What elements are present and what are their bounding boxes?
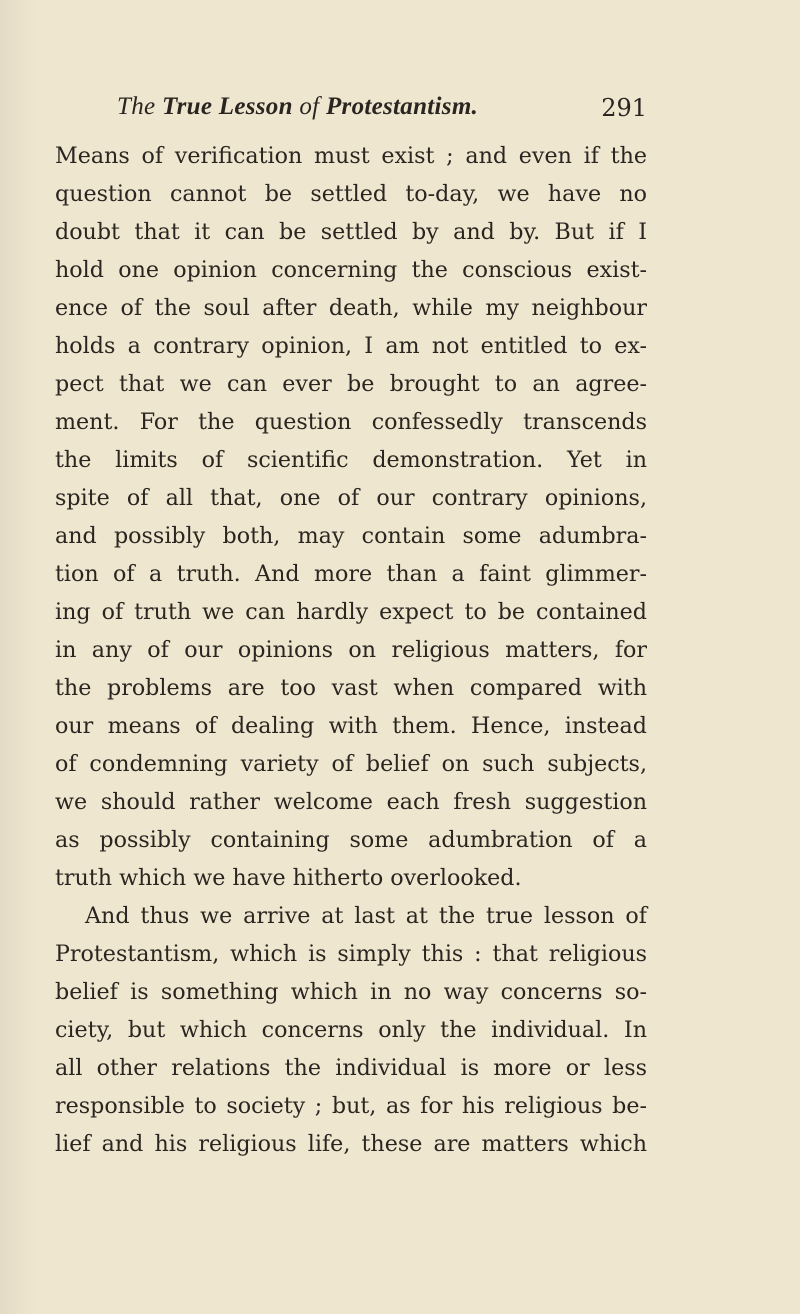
text-line: Means of verification must exist ; and even if the bbox=[55, 143, 647, 169]
text-line: tion of a truth. And more than a faint glimmer- bbox=[55, 561, 647, 587]
running-title bbox=[117, 93, 478, 121]
text-line: of condemning variety of belief on such subjects, bbox=[55, 751, 647, 777]
text-line: the limits of scientific demonstration. Yet in bbox=[55, 447, 647, 473]
text-line: spite of all that, one of our contrary opinions, bbox=[55, 485, 647, 511]
body-text bbox=[55, 137, 647, 1163]
text-line: ence of the soul after death, while my neighbour bbox=[55, 295, 647, 321]
text-line: the problems are too vast when compared with bbox=[55, 675, 647, 701]
text-line: our means of dealing with them. Hence, instead bbox=[55, 713, 647, 739]
page-header bbox=[117, 93, 647, 127]
text-line: and possibly both, may contain some adumbra- bbox=[55, 523, 647, 549]
running-title-true: True bbox=[161, 93, 213, 120]
running-title-the: The bbox=[117, 93, 162, 120]
text-line: ing of truth we can hardly expect to be contained bbox=[55, 599, 647, 625]
running-title-protestantism: Protestantism. bbox=[319, 93, 479, 120]
text-line: Protestantism, which is simply this : that religious bbox=[55, 941, 647, 967]
running-title-lesson: Lesson bbox=[212, 93, 300, 120]
text-line: ciety, but which concerns only the individual. In bbox=[55, 1017, 647, 1043]
text-line: pect that we can ever be brought to an agree- bbox=[55, 371, 647, 397]
paragraph-end-line: truth which we have hitherto overlooked. bbox=[55, 865, 522, 891]
paragraph-start-line: And thus we arrive at last at the true lesson of bbox=[85, 903, 647, 929]
text-line: responsible to society ; but, as for his religious be- bbox=[55, 1093, 647, 1119]
text-line: lief and his religious life, these are matters which bbox=[55, 1131, 647, 1157]
text-line: as possibly containing some adumbration of a bbox=[55, 827, 647, 853]
text-line: we should rather welcome each fresh suggestion bbox=[55, 789, 647, 815]
running-title-of: of bbox=[299, 93, 320, 120]
text-line: hold one opinion concerning the conscious exist- bbox=[55, 257, 647, 283]
page-number: 291 bbox=[601, 94, 647, 122]
text-line: doubt that it can be settled by and by. But if I bbox=[55, 219, 647, 245]
text-line: all other relations the individual is more or less bbox=[55, 1055, 647, 1081]
text-line: belief is something which in no way concerns so- bbox=[55, 979, 647, 1005]
text-line: holds a contrary opinion, I am not entitled to ex- bbox=[55, 333, 647, 359]
text-line: ment. For the question confessedly transcends bbox=[55, 409, 647, 435]
text-line: in any of our opinions on religious matters, for bbox=[55, 637, 647, 663]
text-line: question cannot be settled to-day, we have no bbox=[55, 181, 647, 207]
